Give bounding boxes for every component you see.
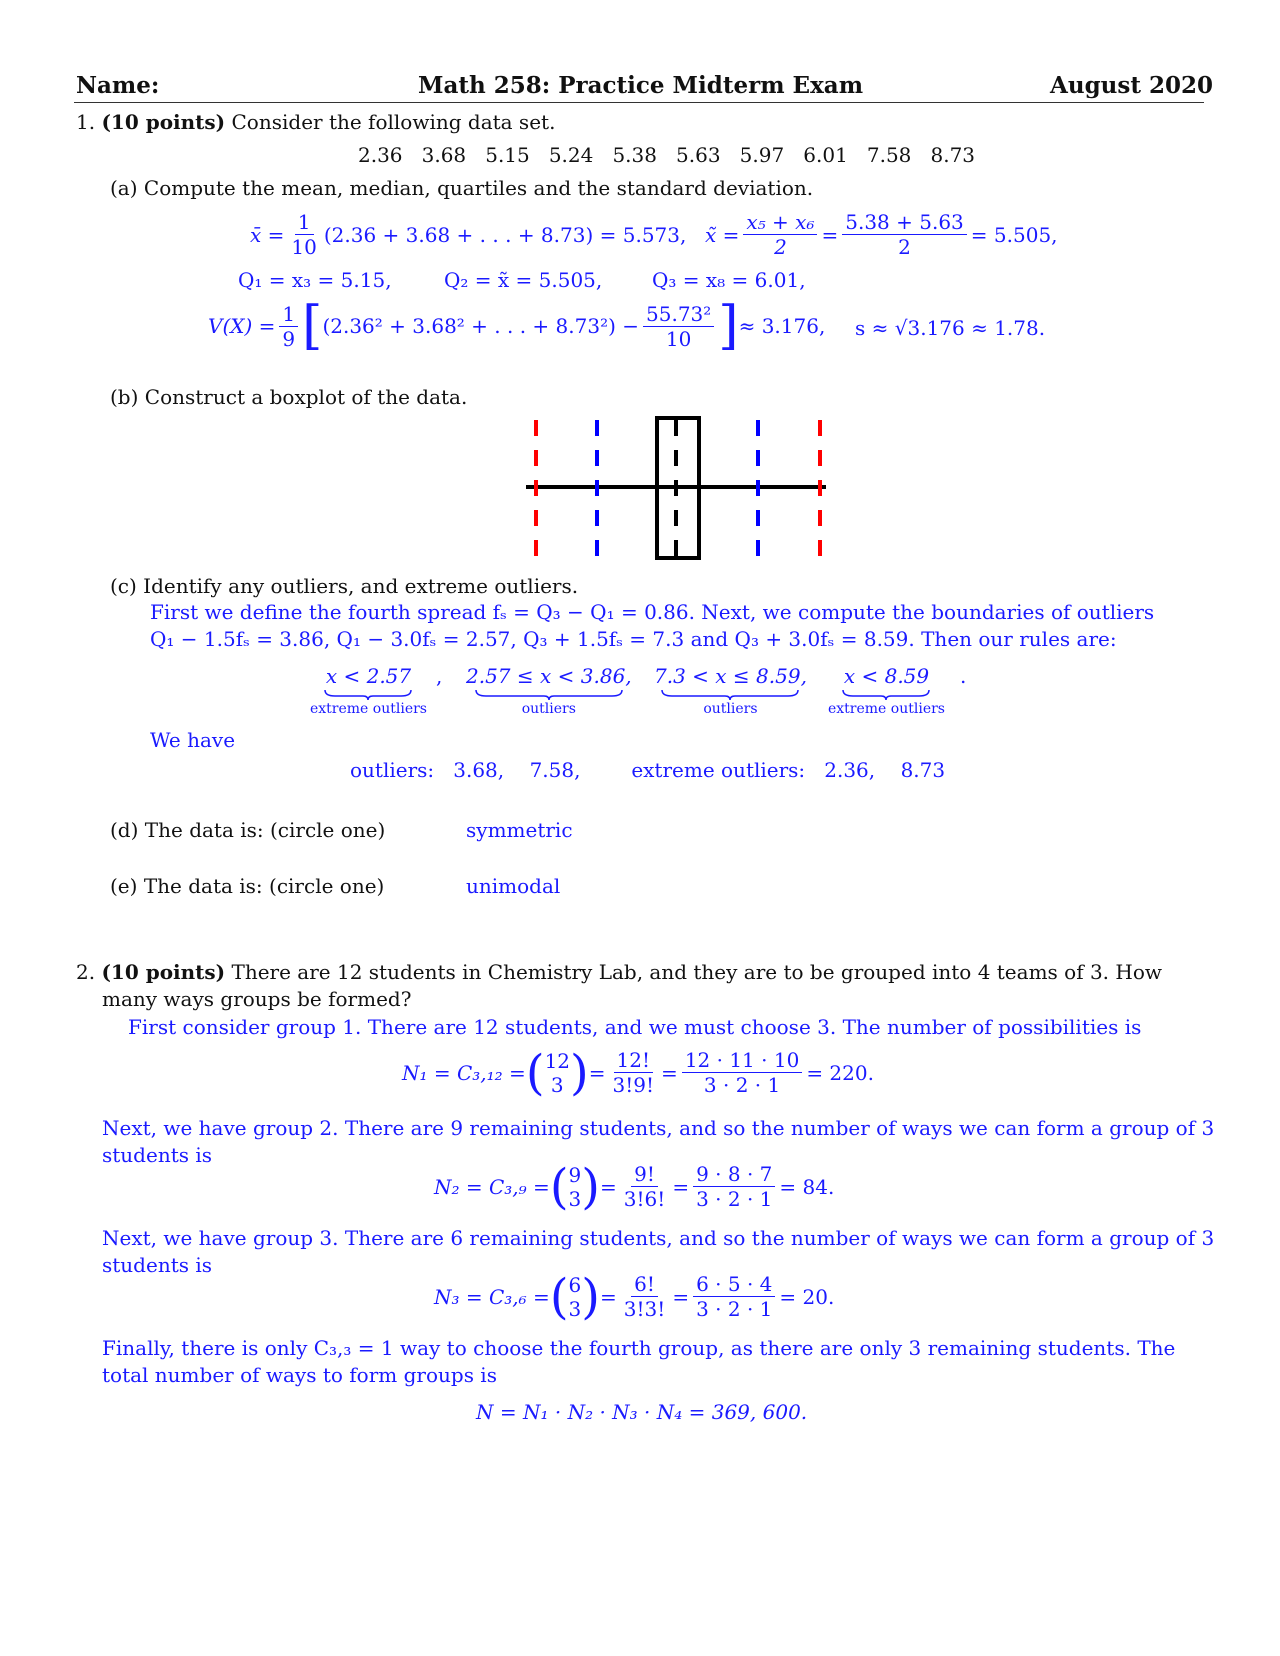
frac-den: 3!3!	[623, 1297, 666, 1321]
frac-den: 3!9!	[612, 1073, 655, 1097]
left-bracket: [	[302, 296, 323, 356]
q2-step3b: students is	[102, 1253, 213, 1277]
underbrace-icon	[660, 688, 800, 700]
rule-expr: x < 8.59	[843, 664, 930, 688]
frac-num: 12!	[614, 1048, 654, 1073]
variance-inner: (2.36² + 3.68² + . . . + 8.73²) −	[322, 314, 640, 338]
binomial: ( 12 3 )	[525, 1044, 589, 1101]
median-den2: 2	[898, 235, 911, 259]
rule-label: extreme outliers	[828, 701, 945, 717]
q2-step1: First consider group 1. There are 12 students, and we must choose 3. The number of possibilities is	[128, 1015, 1142, 1039]
n1-rhs: = 220.	[806, 1060, 874, 1085]
median-eq: =	[821, 222, 839, 247]
q2-final-answer: N = N₁ · N₂ · N₃ · N₄ = 369, 600.	[476, 1400, 808, 1424]
std-dev: s ≈ √3.176 ≈ 1.78.	[855, 316, 1046, 340]
q1c-line2: Q₁ − 1.5fₛ = 3.86, Q₁ − 3.0fₛ = 2.57, Q₃ + 1.5fₛ = 7.3 and Q₃ + 3.0fₛ = 8.59. Then our rules are:	[150, 627, 1117, 651]
q2-step4b: total number of ways to form groups is	[102, 1363, 497, 1387]
variance-num: 1	[279, 302, 298, 327]
outliers-label: outliers:	[350, 758, 435, 782]
q1c-prompt	[110, 574, 578, 598]
name-label: Name:	[76, 72, 160, 99]
rule-period: .	[960, 664, 967, 688]
data-value: 5.38	[612, 143, 657, 167]
median-den1: 2	[774, 235, 787, 259]
data-value: 5.63	[676, 143, 721, 167]
n2-formula: N₂ = C₃,₉ = ( 9 3 ) = $\frac{9!}{3!6!}$ = $\frac{9 \cdot 8 \cdot 7}{3 \cdot 2 \cdot 1}$ = 84.	[434, 1158, 835, 1215]
q1e-prompt	[110, 874, 384, 898]
q1c-text: Identify any outliers, and extreme outliers.	[143, 574, 579, 598]
rule-outlier-low	[466, 664, 632, 718]
frac-num: 6 · 5 · 4	[693, 1272, 775, 1297]
data-value: 5.15	[485, 143, 530, 167]
rule-extreme-low	[310, 664, 427, 718]
median-num2: 5.38 + 5.63	[842, 210, 967, 235]
data-value: 6.01	[803, 143, 848, 167]
frac-num: 12 · 11 · 10	[682, 1048, 803, 1073]
q1e-text: The data is: (circle one)	[143, 874, 385, 898]
q2-step4a: Finally, there is only C₃,₃ = 1 way to choose the fourth group, as there are only 3 remaining students. The	[102, 1336, 1176, 1360]
rule-expr: 7.3 < x ≤ 8.59,	[654, 664, 807, 688]
mean-lhs: x̄ =	[250, 222, 285, 247]
frac-den: 3 · 2 · 1	[696, 1187, 773, 1211]
variance-lhs: V(X) =	[208, 314, 276, 338]
rule-outlier-high	[654, 664, 807, 718]
rule-extreme-high	[828, 664, 945, 718]
data-value: 2.36	[358, 143, 403, 167]
underbrace-icon	[323, 688, 413, 700]
q2-line2: many ways groups be formed?	[102, 987, 412, 1011]
variance-rhs: ≈ 3.176,	[738, 314, 826, 338]
binom-top: 12	[544, 1048, 571, 1073]
binomial: ( 6 3 )	[549, 1268, 601, 1325]
median-num1: x₅ + x₆	[743, 210, 817, 235]
mean-rhs: (2.36 + 3.68 + . . . + 8.73) = 5.573,	[323, 222, 687, 247]
q1-points: (10 points)	[101, 110, 226, 134]
right-bracket: ]	[718, 296, 739, 356]
q1-intro: Consider the following data set.	[231, 110, 556, 134]
frac-num: 6!	[631, 1272, 658, 1297]
binomial: ( 9 3 )	[549, 1158, 601, 1215]
exam-date: August 2020	[1050, 72, 1213, 99]
binom-top: 9	[568, 1162, 582, 1187]
n3-formula: N₃ = C₃,₆ = ( 6 3 ) = $\frac{6!}{3!3!}$ = $\frac{6 \cdot 5 \cdot 4}{3 \cdot 2 \cdot 1}$ = 20.	[434, 1268, 835, 1325]
n3-rhs: = 20.	[779, 1284, 835, 1309]
q1e-label: (e)	[110, 874, 138, 898]
q2-number: 2.	[76, 960, 96, 984]
outlier-value: 3.68,	[453, 758, 505, 782]
binom-bottom: 3	[550, 1072, 564, 1097]
variance-num2: 55.73²	[643, 302, 714, 327]
n3-lhs: N₃ = C₃,₆ =	[434, 1284, 550, 1309]
quartile-q3: Q₃ = x₈ = 6.01,	[652, 268, 806, 292]
we-have: We have	[150, 728, 236, 752]
q1c-line1: First we define the fourth spread fₛ = Q₃ − Q₁ = 0.86. Next, we compute the boundaries of outliers	[150, 600, 1155, 624]
frac-den: 3 · 2 · 1	[696, 1297, 773, 1321]
rule-label: outliers	[521, 701, 576, 717]
quartile-q1: Q₁ = x₃ = 5.15,	[238, 268, 392, 292]
mean-num: 1	[295, 210, 314, 235]
n2-rhs: = 84.	[779, 1174, 835, 1199]
q2-step3a: Next, we have group 3. There are 6 remaining students, and so the number of ways we can form a group of 3	[102, 1226, 1215, 1250]
q2-line1	[76, 960, 1162, 984]
q1b-label: (b)	[110, 385, 139, 409]
q1e-answer: unimodal	[466, 874, 561, 898]
q1d-label: (d)	[110, 818, 139, 842]
frac-num: 9 · 8 · 7	[693, 1162, 775, 1187]
data-value: 5.24	[548, 143, 594, 167]
frac-num: 9!	[631, 1162, 658, 1187]
q2-step2a: Next, we have group 2. There are 9 remaining students, and so the number of ways we can form a group of 3	[102, 1116, 1215, 1140]
data-value: 8.73	[930, 143, 976, 167]
q1c-label: (c)	[110, 574, 137, 598]
frac-den: 3 · 2 · 1	[703, 1073, 781, 1097]
q1d-prompt	[110, 818, 385, 842]
boxplot	[0, 0, 1280, 600]
rule-expr: x < 2.57	[325, 664, 412, 688]
q2-step2b: students is	[102, 1143, 213, 1167]
n1-formula: N₁ = C₃,₁₂ = ( 12 3 ) = $\frac{12!}{3!9!}$ = $\frac{12 \cdot 11 \cdot 10}{3 \cdot 2 \cdot 1}$ = 220.	[402, 1044, 874, 1101]
extreme-outlier-value: 8.73	[900, 758, 946, 782]
data-value: 5.97	[739, 143, 785, 167]
quartile-q2: Q₂ = x̃ = 5.505,	[444, 268, 603, 292]
data-value: 7.58	[866, 143, 912, 167]
binom-bottom: 3	[568, 1296, 582, 1321]
extreme-outlier-value: 2.36,	[824, 758, 876, 782]
underbrace-icon	[841, 688, 931, 700]
n2-lhs: N₂ = C₃,₉ =	[434, 1174, 550, 1199]
median-rhs: = 5.505,	[970, 222, 1058, 247]
frac-den: 3!6!	[623, 1187, 666, 1211]
underbrace-icon	[474, 688, 624, 700]
data-value: 3.68	[421, 143, 467, 167]
q1-number: 1.	[76, 110, 96, 134]
extreme-outliers-label: extreme outliers:	[631, 758, 806, 782]
q1d-text: The data is: (circle one)	[144, 818, 386, 842]
rule-expr: 2.57 ≤ x < 3.86,	[466, 664, 632, 688]
variance-den: 9	[282, 326, 296, 351]
binom-top: 6	[568, 1272, 582, 1297]
exam-title: Math 258: Practice Midterm Exam	[418, 72, 864, 99]
n1-lhs: N₁ = C₃,₁₂ =	[402, 1060, 526, 1085]
rule-comma: ,	[436, 664, 443, 688]
outlier-value: 7.58,	[529, 758, 581, 782]
median-lhs: x̃ =	[705, 222, 740, 247]
rule-label: extreme outliers	[310, 701, 427, 717]
variance-den2: 10	[665, 326, 692, 351]
q2-text1: There are 12 students in Chemistry Lab, and they are to be grouped into 4 teams of 3. How	[231, 960, 1162, 984]
mean-den: 10	[291, 235, 317, 259]
rule-label: outliers	[703, 701, 758, 717]
q1a-label: (a)	[110, 176, 138, 200]
q2-points: (10 points)	[101, 960, 226, 984]
q1b-text: Construct a boxplot of the data.	[144, 385, 468, 409]
q1a-text: Compute the mean, median, quartiles and the standard deviation.	[143, 176, 814, 200]
outlier-summary	[350, 758, 945, 782]
binom-bottom: 3	[568, 1186, 582, 1211]
q1d-answer: symmetric	[466, 818, 573, 842]
